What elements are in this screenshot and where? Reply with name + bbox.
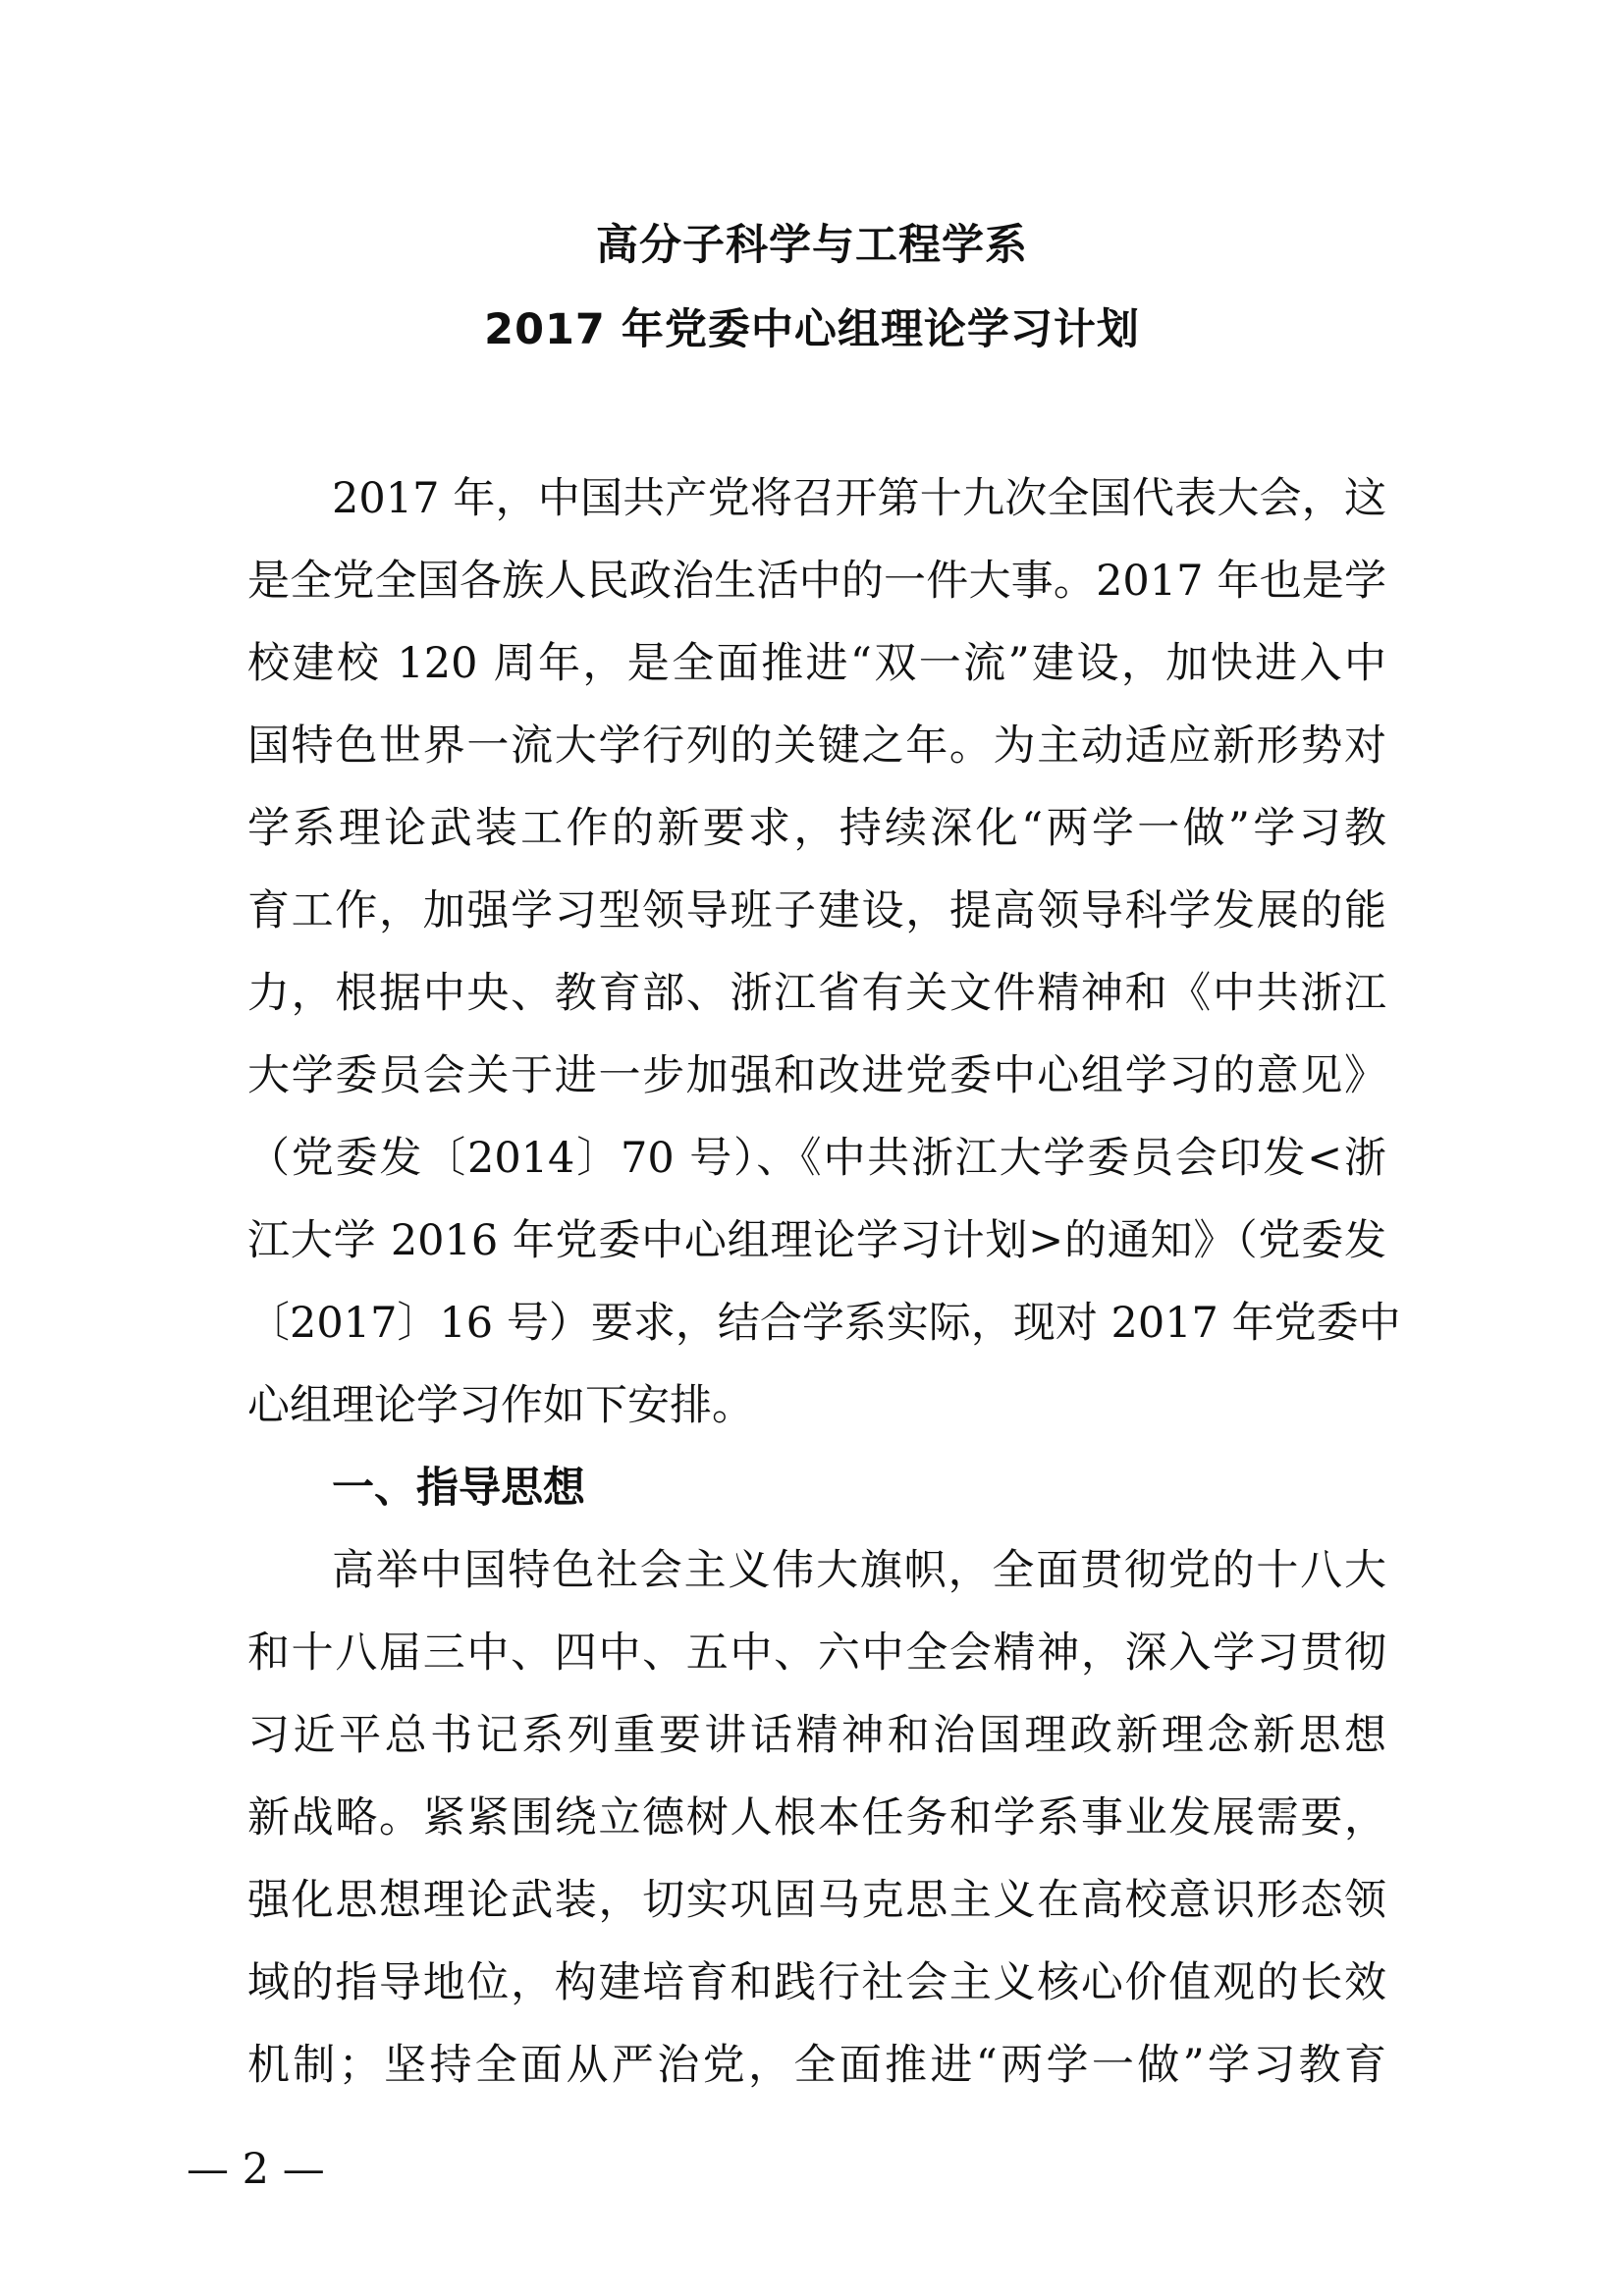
page-number: — 2 — <box>187 2145 325 2194</box>
paragraph-line: 大学委员会关于进一步加强和改进党委中心组学习的意见》 <box>247 1051 1386 1100</box>
paragraph-line: 心组理论学习作如下安排。 <box>247 1381 754 1430</box>
paragraph-line: 江大学 2016 年党委中心组理论学习计划>的通知》（党委发 <box>247 1216 1386 1265</box>
paragraph-line: 新战略。紧紧围绕立德树人根本任务和学系事业发展需要， <box>247 1793 1386 1842</box>
paragraph-line: 习近平总书记系列重要讲话精神和治国理政新理念新思想 <box>247 1711 1386 1760</box>
paragraph-line: 力，根据中央、教育部、浙江省有关文件精神和《中共浙江 <box>247 969 1386 1018</box>
paragraph-line: 校建校 120 周年，是全面推进“双一流”建设，加快进入中 <box>247 639 1386 688</box>
paragraph-line: 域的指导地位，构建培育和践行社会主义核心价值观的长效 <box>247 1958 1386 2007</box>
paragraph-line: 育工作，加强学习型领导班子建设，提高领导科学发展的能 <box>247 886 1386 935</box>
paragraph-line: 学系理论武装工作的新要求，持续深化“两学一做”学习教 <box>247 804 1386 853</box>
paragraph-line: 高举中国特色社会主义伟大旗帜，全面贯彻党的十八大 <box>332 1546 1386 1595</box>
paragraph-line: 是全党全国各族人民政治生活中的一件大事。2017 年也是学 <box>247 557 1386 606</box>
paragraph-line: （党委发〔2014〕70 号）、《中共浙江大学委员会印发<浙 <box>247 1134 1386 1183</box>
section-heading: 一、指导思想 <box>332 1464 585 1513</box>
document-title-line-1: 高分子科学与工程学系 <box>596 221 1028 270</box>
paragraph-line: 机制；坚持全面从严治党，全面推进“两学一做”学习教育 <box>247 2041 1386 2090</box>
paragraph-line: 〔2017〕16 号）要求，结合学系实际，现对 2017 年党委中 <box>247 1299 1401 1348</box>
paragraph-line: 强化思想理论武装，切实巩固马克思主义在高校意识形态领 <box>247 1876 1386 1925</box>
paragraph-line: 和十八届三中、四中、五中、六中全会精神，深入学习贯彻 <box>247 1629 1386 1678</box>
document-title-line-2: 2017 年党委中心组理论学习计划 <box>484 305 1140 354</box>
paragraph-line: 国特色世界一流大学行列的关键之年。为主动适应新形势对 <box>247 721 1386 771</box>
paragraph-line: 2017 年，中国共产党将召开第十九次全国代表大会，这 <box>332 474 1386 523</box>
